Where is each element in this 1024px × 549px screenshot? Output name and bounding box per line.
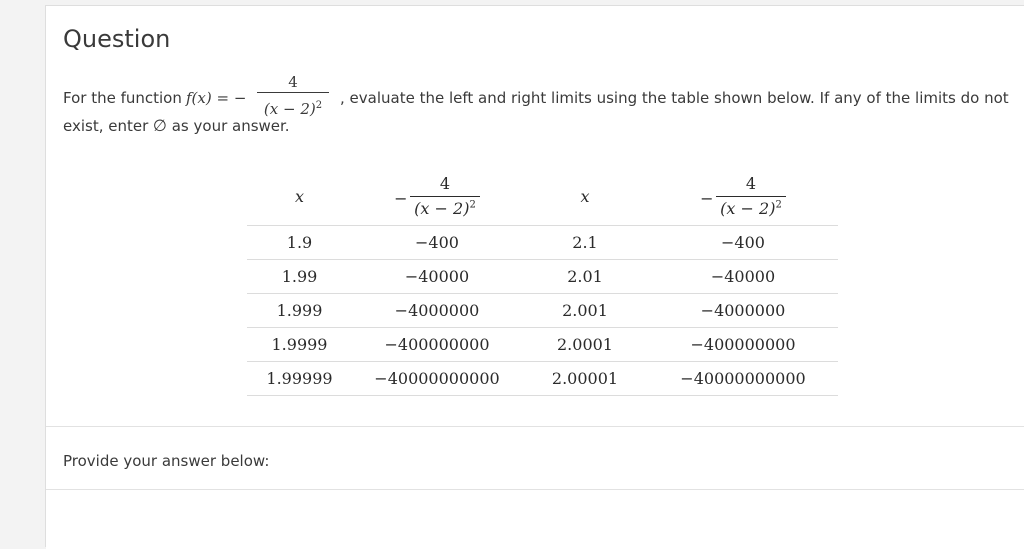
header-fx-left: − $\frac{4}{(x - 2)^2}$	[352, 167, 522, 226]
limits-table	[247, 167, 838, 396]
function-fraction	[253, 72, 333, 119]
table-row	[247, 260, 838, 294]
table-cell: 1.999	[247, 294, 352, 328]
prompt-line2: exist, enter ∅ as your answer.	[63, 116, 290, 135]
header-x-right: x	[580, 186, 590, 206]
function-denominator: $(x - 2)^2$	[263, 100, 323, 118]
table-cell: −400000000	[648, 328, 838, 362]
table-cell: −40000	[648, 260, 838, 294]
table-cell: 2.01	[522, 260, 648, 294]
table-cell: −40000000000	[648, 362, 838, 396]
function-numerator: 4	[288, 73, 298, 91]
header-x-left: x	[294, 186, 305, 206]
section-divider	[46, 426, 1024, 427]
table-row	[247, 362, 838, 396]
table-cell: 1.9999	[247, 328, 352, 362]
answer-label: Provide your answer below:	[63, 452, 270, 470]
header-fx-right: − $\frac{4}{(x - 2)^2}$	[648, 167, 838, 226]
question-heading: Question	[63, 25, 171, 53]
table-cell: 1.99	[247, 260, 352, 294]
table-cell: −400	[352, 226, 522, 260]
table-cell: −4000000	[352, 294, 522, 328]
table-row	[247, 294, 838, 328]
table-cell: 2.1	[522, 226, 648, 260]
table-cell: 2.001	[522, 294, 648, 328]
table-row	[247, 226, 838, 260]
prompt-text-before: For the function	[63, 89, 182, 107]
table-cell: 1.9	[247, 226, 352, 260]
function-lhs: f(x) = −	[186, 89, 247, 107]
prompt-text-after: , evaluate the left and right limits using the table shown below. If any of the limits do not	[340, 89, 1009, 107]
table-row	[247, 328, 838, 362]
question-card	[45, 5, 1024, 547]
answer-input-area[interactable]	[46, 489, 1024, 549]
table-cell: 1.99999	[247, 362, 352, 396]
empty-set-symbol: ∅	[153, 116, 167, 135]
table-cell: 2.0001	[522, 328, 648, 362]
table-cell: −4000000	[648, 294, 838, 328]
table-cell: −40000000000	[352, 362, 522, 396]
table-cell: −400	[648, 226, 838, 260]
table-cell: −400000000	[352, 328, 522, 362]
fraction-bar	[257, 92, 329, 93]
table-cell: 2.00001	[522, 362, 648, 396]
question-prompt	[63, 72, 1023, 138]
table-header-row	[247, 167, 838, 226]
table-cell: −40000	[352, 260, 522, 294]
